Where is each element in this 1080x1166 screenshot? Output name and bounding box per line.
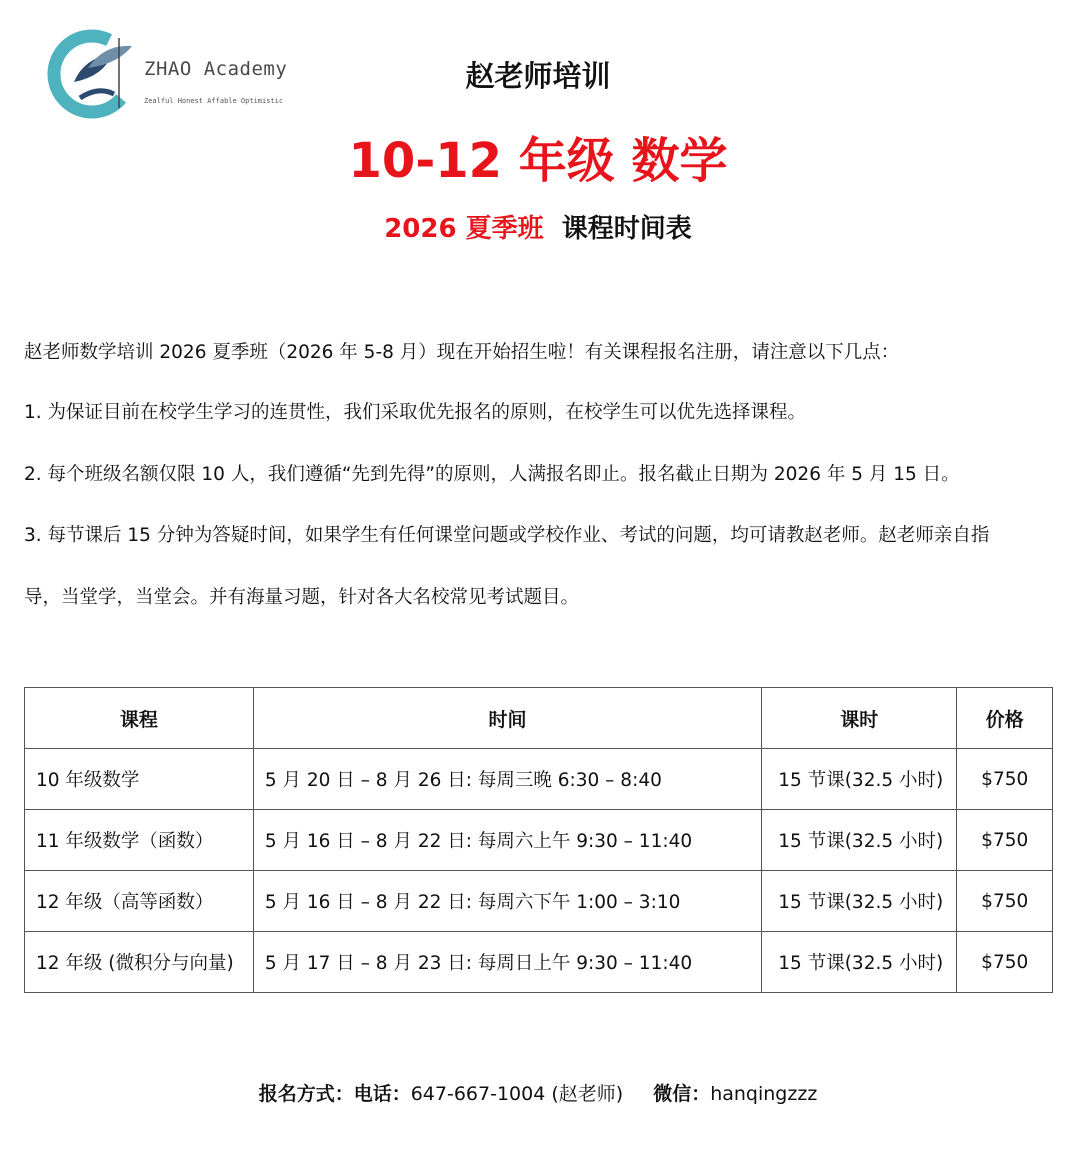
intro-lead: 赵老师数学培训 2026 夏季班（2026 年 5-8 月）现在开始招生啦！有关课程报名注册，请注意以下几点：: [24, 342, 900, 363]
phone-number[interactable]: 647-667-1004 (赵老师): [410, 1083, 624, 1105]
hours-cell: 15 节课(32.5 小时): [762, 810, 957, 871]
price-cell: $750: [957, 871, 1053, 932]
table-row: [25, 932, 1053, 993]
time-cell: 5 月 16 日 – 8 月 22 日: 每周六上午 9:30 – 11:40: [253, 810, 761, 871]
intro-point-1: 1. 为保证目前在校学生学习的连贯性，我们采取优先报名的原则，在校学生可以优先选择课程。: [24, 402, 807, 423]
hours-cell: 15 节课(32.5 小时): [762, 932, 957, 993]
course-cell: 12 年级（高等函数）: [25, 871, 254, 932]
course-schedule-table: [24, 687, 1053, 993]
subtitle-season: 2026 夏季班: [384, 214, 544, 244]
price-cell: $750: [957, 932, 1053, 993]
logo-name: ZHAO Academy: [144, 58, 288, 80]
wechat-label: 微信：: [653, 1083, 711, 1105]
table-row: [25, 749, 1053, 810]
header-course: 课程: [25, 688, 254, 749]
hours-cell: 15 节课(32.5 小时): [762, 749, 957, 810]
hours-cell: 15 节课(32.5 小时): [762, 871, 957, 932]
intro-point-2: 2. 每个班级名额仅限 10 人，我们遵循“先到先得”的原则，人满报名即止。报名截止日期为 2026 年 5 月 15 日。: [24, 464, 960, 485]
time-cell: 5 月 20 日 – 8 月 26 日: 每周三晚 6:30 – 8:40: [253, 749, 761, 810]
header-time: 时间: [253, 688, 761, 749]
wechat-id[interactable]: hanqingzzz: [710, 1083, 818, 1105]
header-price: 价格: [957, 688, 1053, 749]
course-cell: 11 年级数学（函数）: [25, 810, 254, 871]
table-header-row: [25, 688, 1053, 749]
time-cell: 5 月 17 日 – 8 月 23 日: 每周日上午 9:30 – 11:40: [253, 932, 761, 993]
logo-tagline: Zealful Honest Affable Optimistic: [144, 97, 284, 105]
main-title: 10-12 年级 数学: [348, 133, 728, 189]
intro-point-3-continued: 导，当堂学，当堂会。并有海量习题，针对各大名校常见考试题目。: [24, 587, 580, 608]
header-hours: 课时: [762, 688, 957, 749]
contact-label: 报名方式：电话：: [258, 1083, 411, 1105]
course-cell: 10 年级数学: [25, 749, 254, 810]
intro-point-3: 3. 每节课后 15 分钟为答疑时间，如果学生有任何课堂问题或学校作业、考试的问题，均可请教赵老师。赵老师亲自指: [24, 525, 990, 546]
price-cell: $750: [957, 810, 1053, 871]
contact-info: [0, 1079, 1076, 1106]
time-cell: 5 月 16 日 – 8 月 22 日: 每周六下午 1:00 – 3:10: [253, 871, 761, 932]
table-row: [25, 810, 1053, 871]
price-cell: $750: [957, 749, 1053, 810]
org-title: 赵老师培训: [465, 59, 611, 93]
schedule-subtitle: [0, 208, 1076, 245]
table-row: [25, 871, 1053, 932]
course-cell: 12 年级 (微积分与向量): [25, 932, 254, 993]
subtitle-schedule: 课程时间表: [561, 214, 692, 244]
